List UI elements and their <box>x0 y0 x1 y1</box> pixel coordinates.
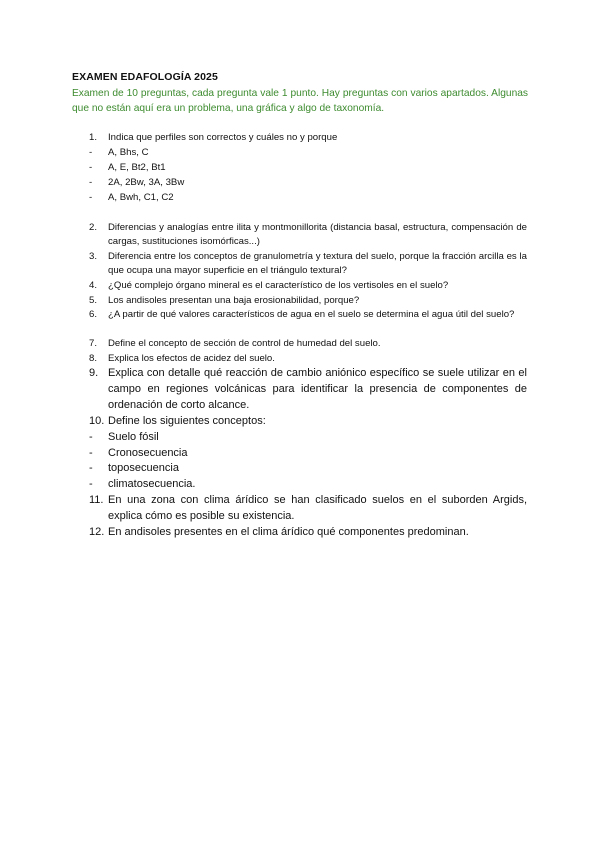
question-number: 12. <box>89 526 105 538</box>
bullet-dash: - <box>89 147 93 158</box>
question-number: 1. <box>89 132 98 143</box>
question-text: ¿A partir de qué valores característicos de agua en el suelo se determina el agua útil del suelo? <box>108 309 515 320</box>
question-number: 11. <box>89 494 104 506</box>
bullet-dash: - <box>89 192 93 203</box>
concept-text: toposecuencia <box>108 462 179 474</box>
concept-text: Suelo fósil <box>108 431 159 443</box>
question-number: 4. <box>89 280 98 291</box>
bullet-dash: - <box>89 162 93 173</box>
profile-item-text: A, Bwh, C1, C2 <box>108 192 174 203</box>
question-text: Define el concepto de sección de control de humedad del suelo. <box>108 338 381 349</box>
question-text: Diferencias y analogías entre ilita y montmonillorita (distancia basal, estructura, compensación de cargas, sustituciones isomórficas...) <box>108 222 527 247</box>
concept-text: Cronosecuencia <box>108 447 188 459</box>
question-number: 6. <box>89 309 98 320</box>
question-text: Los andisoles presentan una baja erosionabilidad, porque? <box>108 295 360 306</box>
question-number: 3. <box>89 251 98 262</box>
bullet-dash: - <box>89 462 93 474</box>
exam-title: EXAMEN EDAFOLOGÍA 2025 <box>72 71 218 83</box>
question-number: 2. <box>89 222 98 233</box>
question-text: Explica los efectos de acidez del suelo. <box>108 353 275 364</box>
profile-item-text: A, Bhs, C <box>108 147 149 158</box>
bullet-dash: - <box>89 431 93 443</box>
exam-intro: Examen de 10 preguntas, cada pregunta vale 1 punto. Hay preguntas con varios apartados. Algunas que no están aquí era un problema, una gráfica y algo de taxonomía. <box>72 88 528 114</box>
question-number: 8. <box>89 353 98 364</box>
question-text: ¿Qué complejo órgano mineral es el característico de los vertisoles en el suelo? <box>108 280 449 291</box>
question-number: 10. <box>89 415 105 427</box>
profile-item-text: A, E, Bt2, Bt1 <box>108 162 166 173</box>
question-number: 7. <box>89 338 98 349</box>
profile-item-text: 2A, 2Bw, 3A, 3Bw <box>108 177 185 188</box>
bullet-dash: - <box>89 478 93 490</box>
bullet-dash: - <box>89 177 93 188</box>
question-number: 9. <box>89 367 99 379</box>
question-number: 5. <box>89 295 98 306</box>
concept-text: climatosecuencia. <box>108 478 196 490</box>
question-text: En una zona con clima árídico se han clasificado suelos en el suborden Argids, explica cómo es posible su existencia. <box>108 494 527 522</box>
question-text: Indica que perfiles son correctos y cuáles no y porque <box>108 132 338 143</box>
question-text: En andisoles presentes en el clima árídico qué componentes predominan. <box>108 526 469 538</box>
question-text: Diferencia entre los conceptos de granulometría y textura del suelo, porque la fracción arcilla es la que ocupa una mayor superficie en el triángulo textural? <box>108 251 527 276</box>
bullet-dash: - <box>89 447 93 459</box>
question-text: Define los siguientes conceptos: <box>108 415 266 427</box>
question-text: Explica con detalle qué reacción de cambio aniónico específico se suele utilizar en el campo en regiones volcánicas para identificar la presencia de componentes de ordenación de corto alcance. <box>108 367 527 411</box>
